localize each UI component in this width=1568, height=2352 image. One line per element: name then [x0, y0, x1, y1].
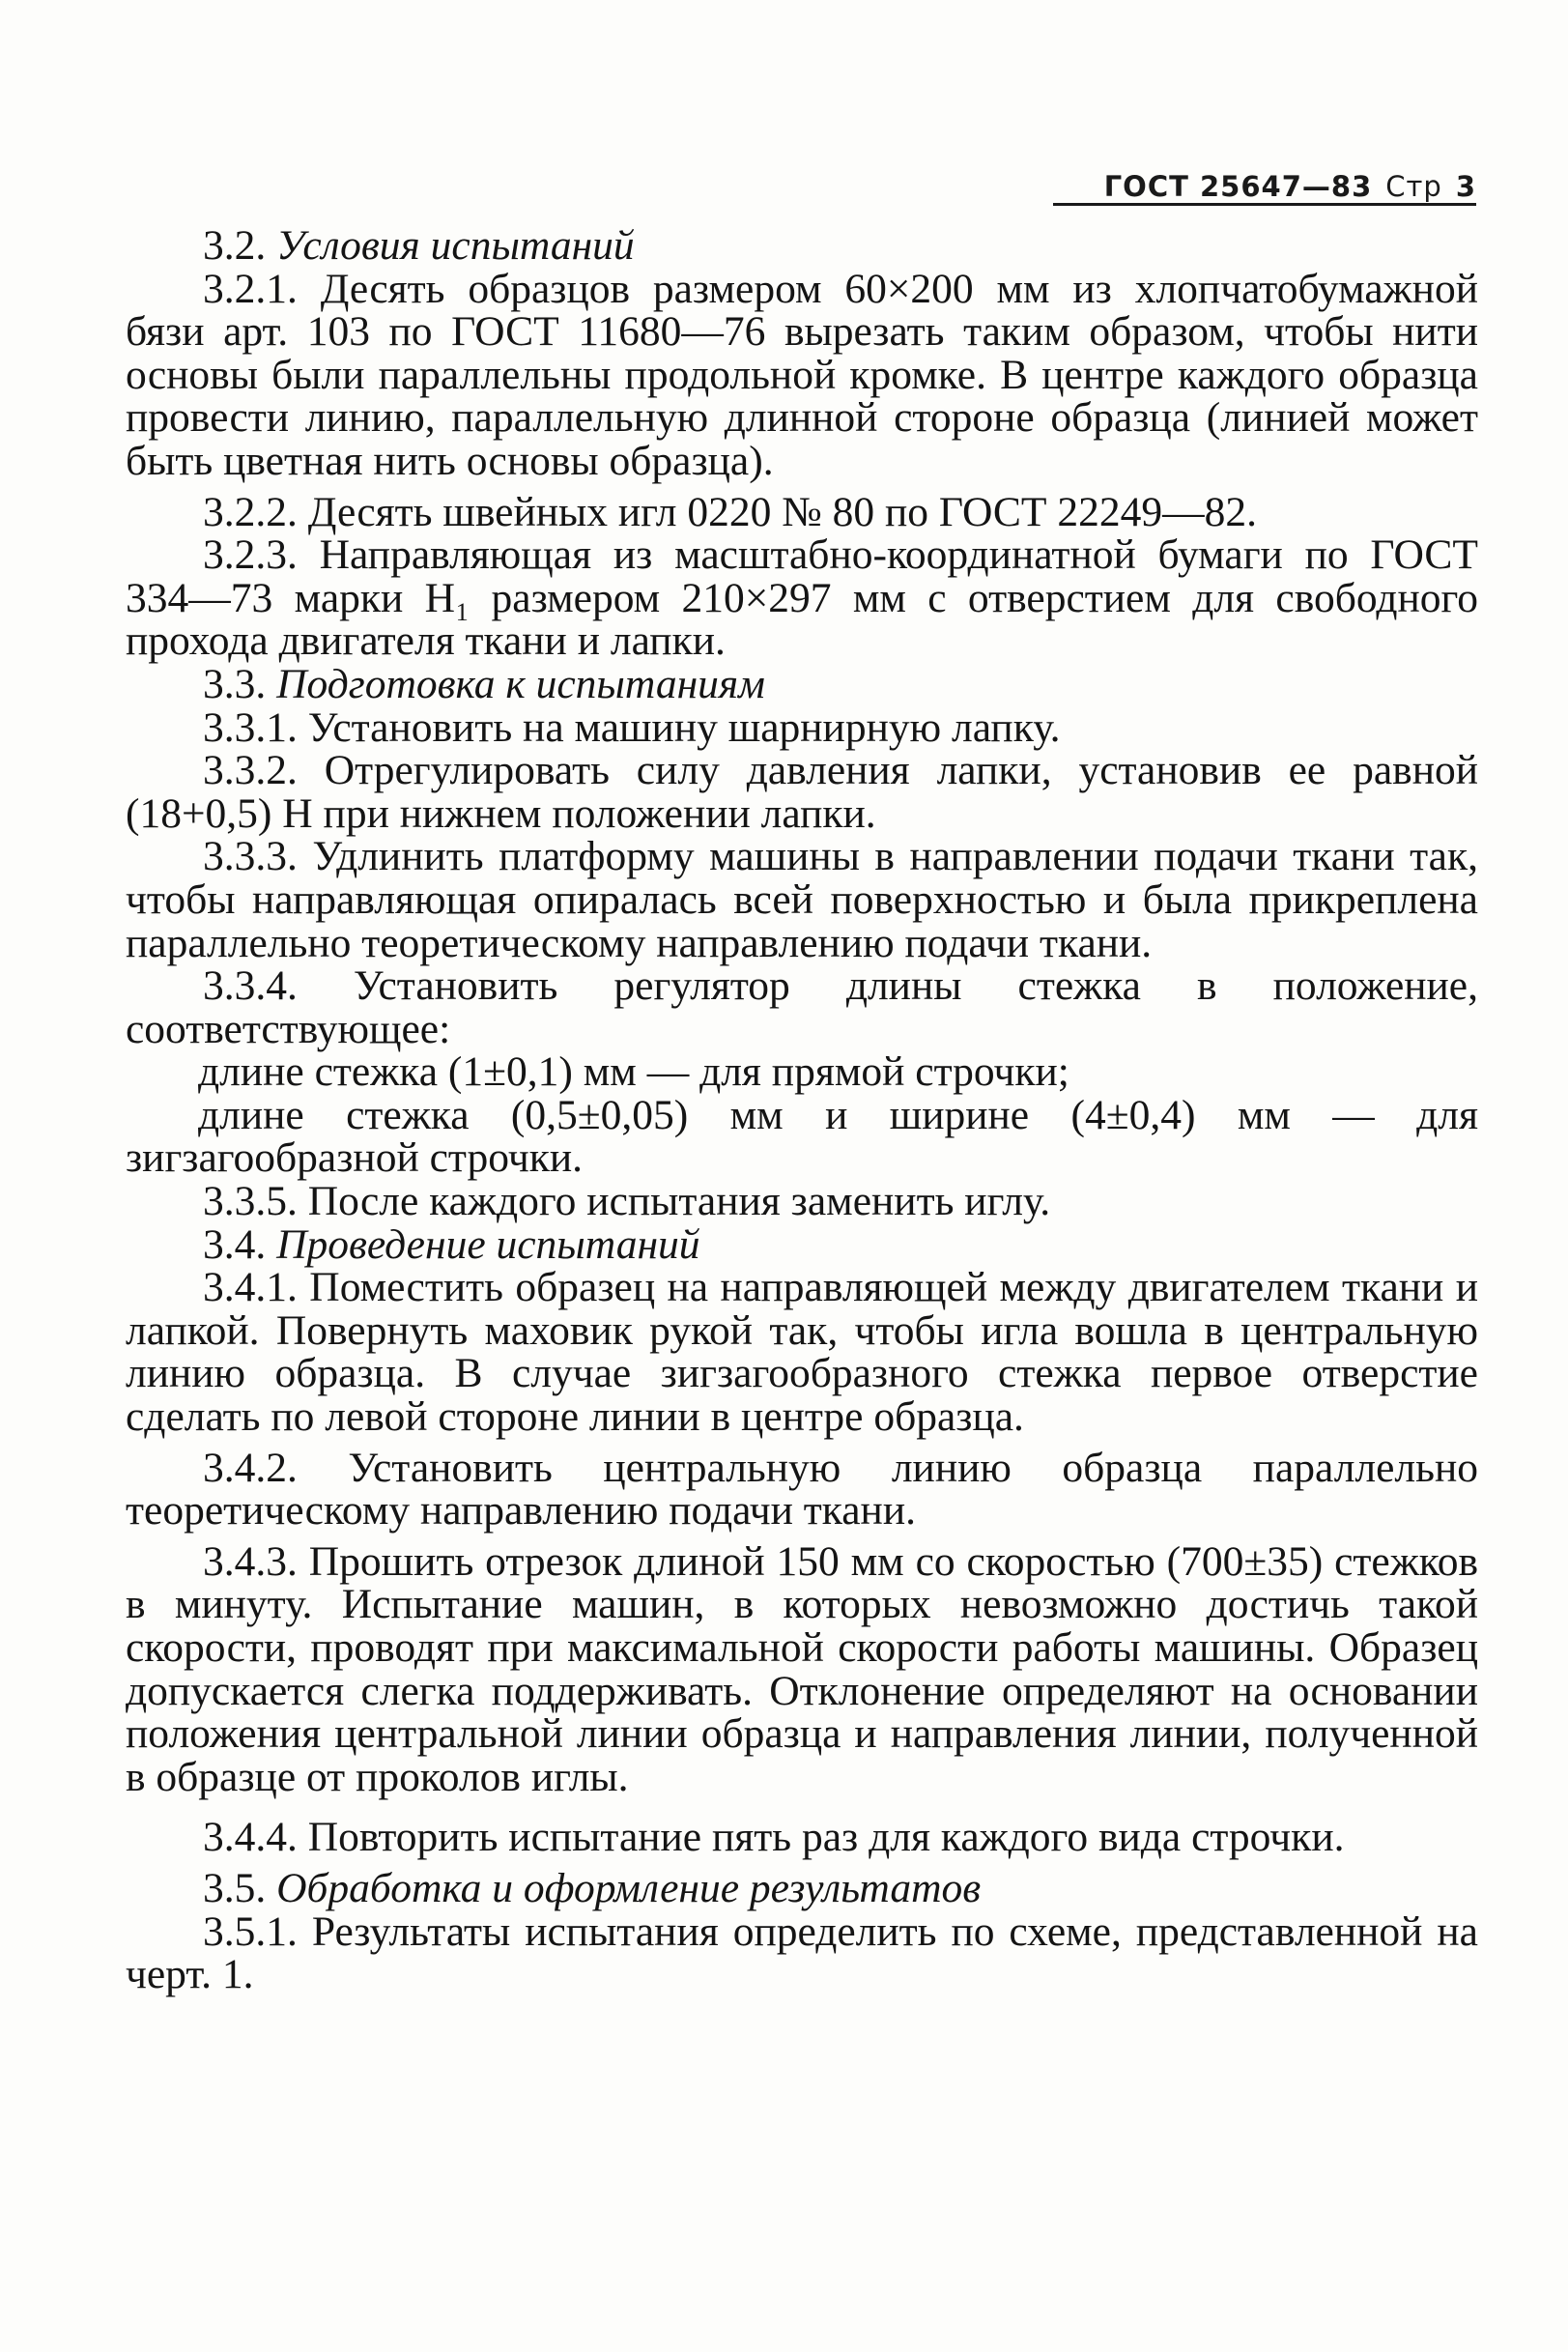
section-title: Условия испытаний [276, 222, 635, 269]
section-number: 3.5. [203, 1864, 267, 1911]
paragraph-3-3-3: 3.3.3. Удлинить платформу машины в направлении подачи ткани так, чтобы направляющая опиралась всей поверхностью и была прикреплена параллельно теоретическому направлению подачи ткани. [126, 833, 1478, 966]
section-heading-3-3 [126, 660, 1478, 707]
section-number: 3.2. [203, 222, 267, 269]
paragraph-3-2-3: 3.2.3. Направляющая из масштабно-координатной бумаги по ГОСТ 334—73 марки Н₁ размером 210×297 мм с отверстием для свободного прохода двигателя ткани и лапки. [126, 531, 1478, 665]
paragraph-3-3-4-item-b: длине стежка (0,5±0,05) мм и ширине (4±0,4) мм — для зигзагообразной строчки. [126, 1091, 1478, 1182]
section-number: 3.4. [203, 1220, 267, 1268]
paragraph-3-4-2: 3.4.2. Установить центральную линию образца параллельно теоретическому направлению подачи ткани. [126, 1444, 1478, 1535]
standard-number: ГОСТ 25647—83 [1103, 170, 1373, 203]
paragraph-3-3-1: 3.3.1. Установить на машину шарнирную лапку. [203, 703, 1061, 751]
document-body [126, 224, 1478, 1996]
paragraph-3-2-2: 3.2.2. Десять швейных игл 0220 № 80 по ГОСТ 22249—82. [203, 488, 1258, 535]
section-title: Проведение испытаний [276, 1220, 700, 1268]
paragraph-3-3-4-item-a: длине стежка (1±0,1) мм — для прямой строчки; [198, 1048, 1069, 1096]
paragraph-3-3-4: 3.3.4. Установить регулятор длины стежка в положение, соответствующее: [126, 962, 1478, 1052]
paragraph-3-4-1: 3.4.1. Поместить образец на направляющей между двигателем ткани и лапкой. Повернуть маховик рукой так, чтобы игла вошла в центральную линию образца. В случае зигзагообразного стежка первое отверстие сделать по левой стороне линии в центре образца. [126, 1264, 1478, 1441]
section-title: Подготовка к испытаниям [276, 660, 765, 707]
paragraph-3-3-5: 3.3.5. После каждого испытания заменить иглу. [203, 1178, 1051, 1225]
section-heading-3-4 [126, 1220, 1478, 1268]
page-label: Стр [1385, 170, 1442, 203]
page-number: 3 [1455, 170, 1476, 203]
paragraph-3-4-4: 3.4.4. Повторить испытание пять раз для каждого вида строчки. [203, 1814, 1345, 1861]
paragraph-3-5-1: 3.5.1. Результаты испытания определить по схеме, представленной на черт. 1. [126, 1907, 1478, 1998]
section-title: Обработка и оформление результатов [276, 1864, 982, 1911]
paragraph-3-2-1: 3.2.1. Десять образцов размером 60×200 мм из хлопчатобумажной бязи арт. 103 по ГОСТ 11680—76 вырезать таким образом, чтобы нити основы были параллельны продольной кромке. В центре каждого образца провести линию, параллельную длинной стороне образца (линией может быть цветная нить основы образца). [126, 265, 1478, 484]
paragraph-3-4-3: 3.4.3. Прошить отрезок длиной 150 мм со скоростью (700±35) стежков в минуту. Испытание машин, в которых невозможно достичь такой скорости, проводят при максимальной скорости работы машины. Образец допускается слегка поддерживать. Отклонение определяют на основании положения центральной линии образца и направления линии, полученной в образце от проколов иглы. [126, 1537, 1478, 1800]
section-heading-3-5 [126, 1864, 1478, 1911]
page-header [1104, 145, 1476, 203]
header-rule [1053, 203, 1476, 206]
section-heading-3-2 [126, 224, 1478, 268]
paragraph-3-3-2: 3.3.2. Отрегулировать силу давления лапки, установив ее равной (18+0,5) Н при нижнем положении лапки. [126, 747, 1478, 837]
section-number: 3.3. [203, 660, 267, 707]
